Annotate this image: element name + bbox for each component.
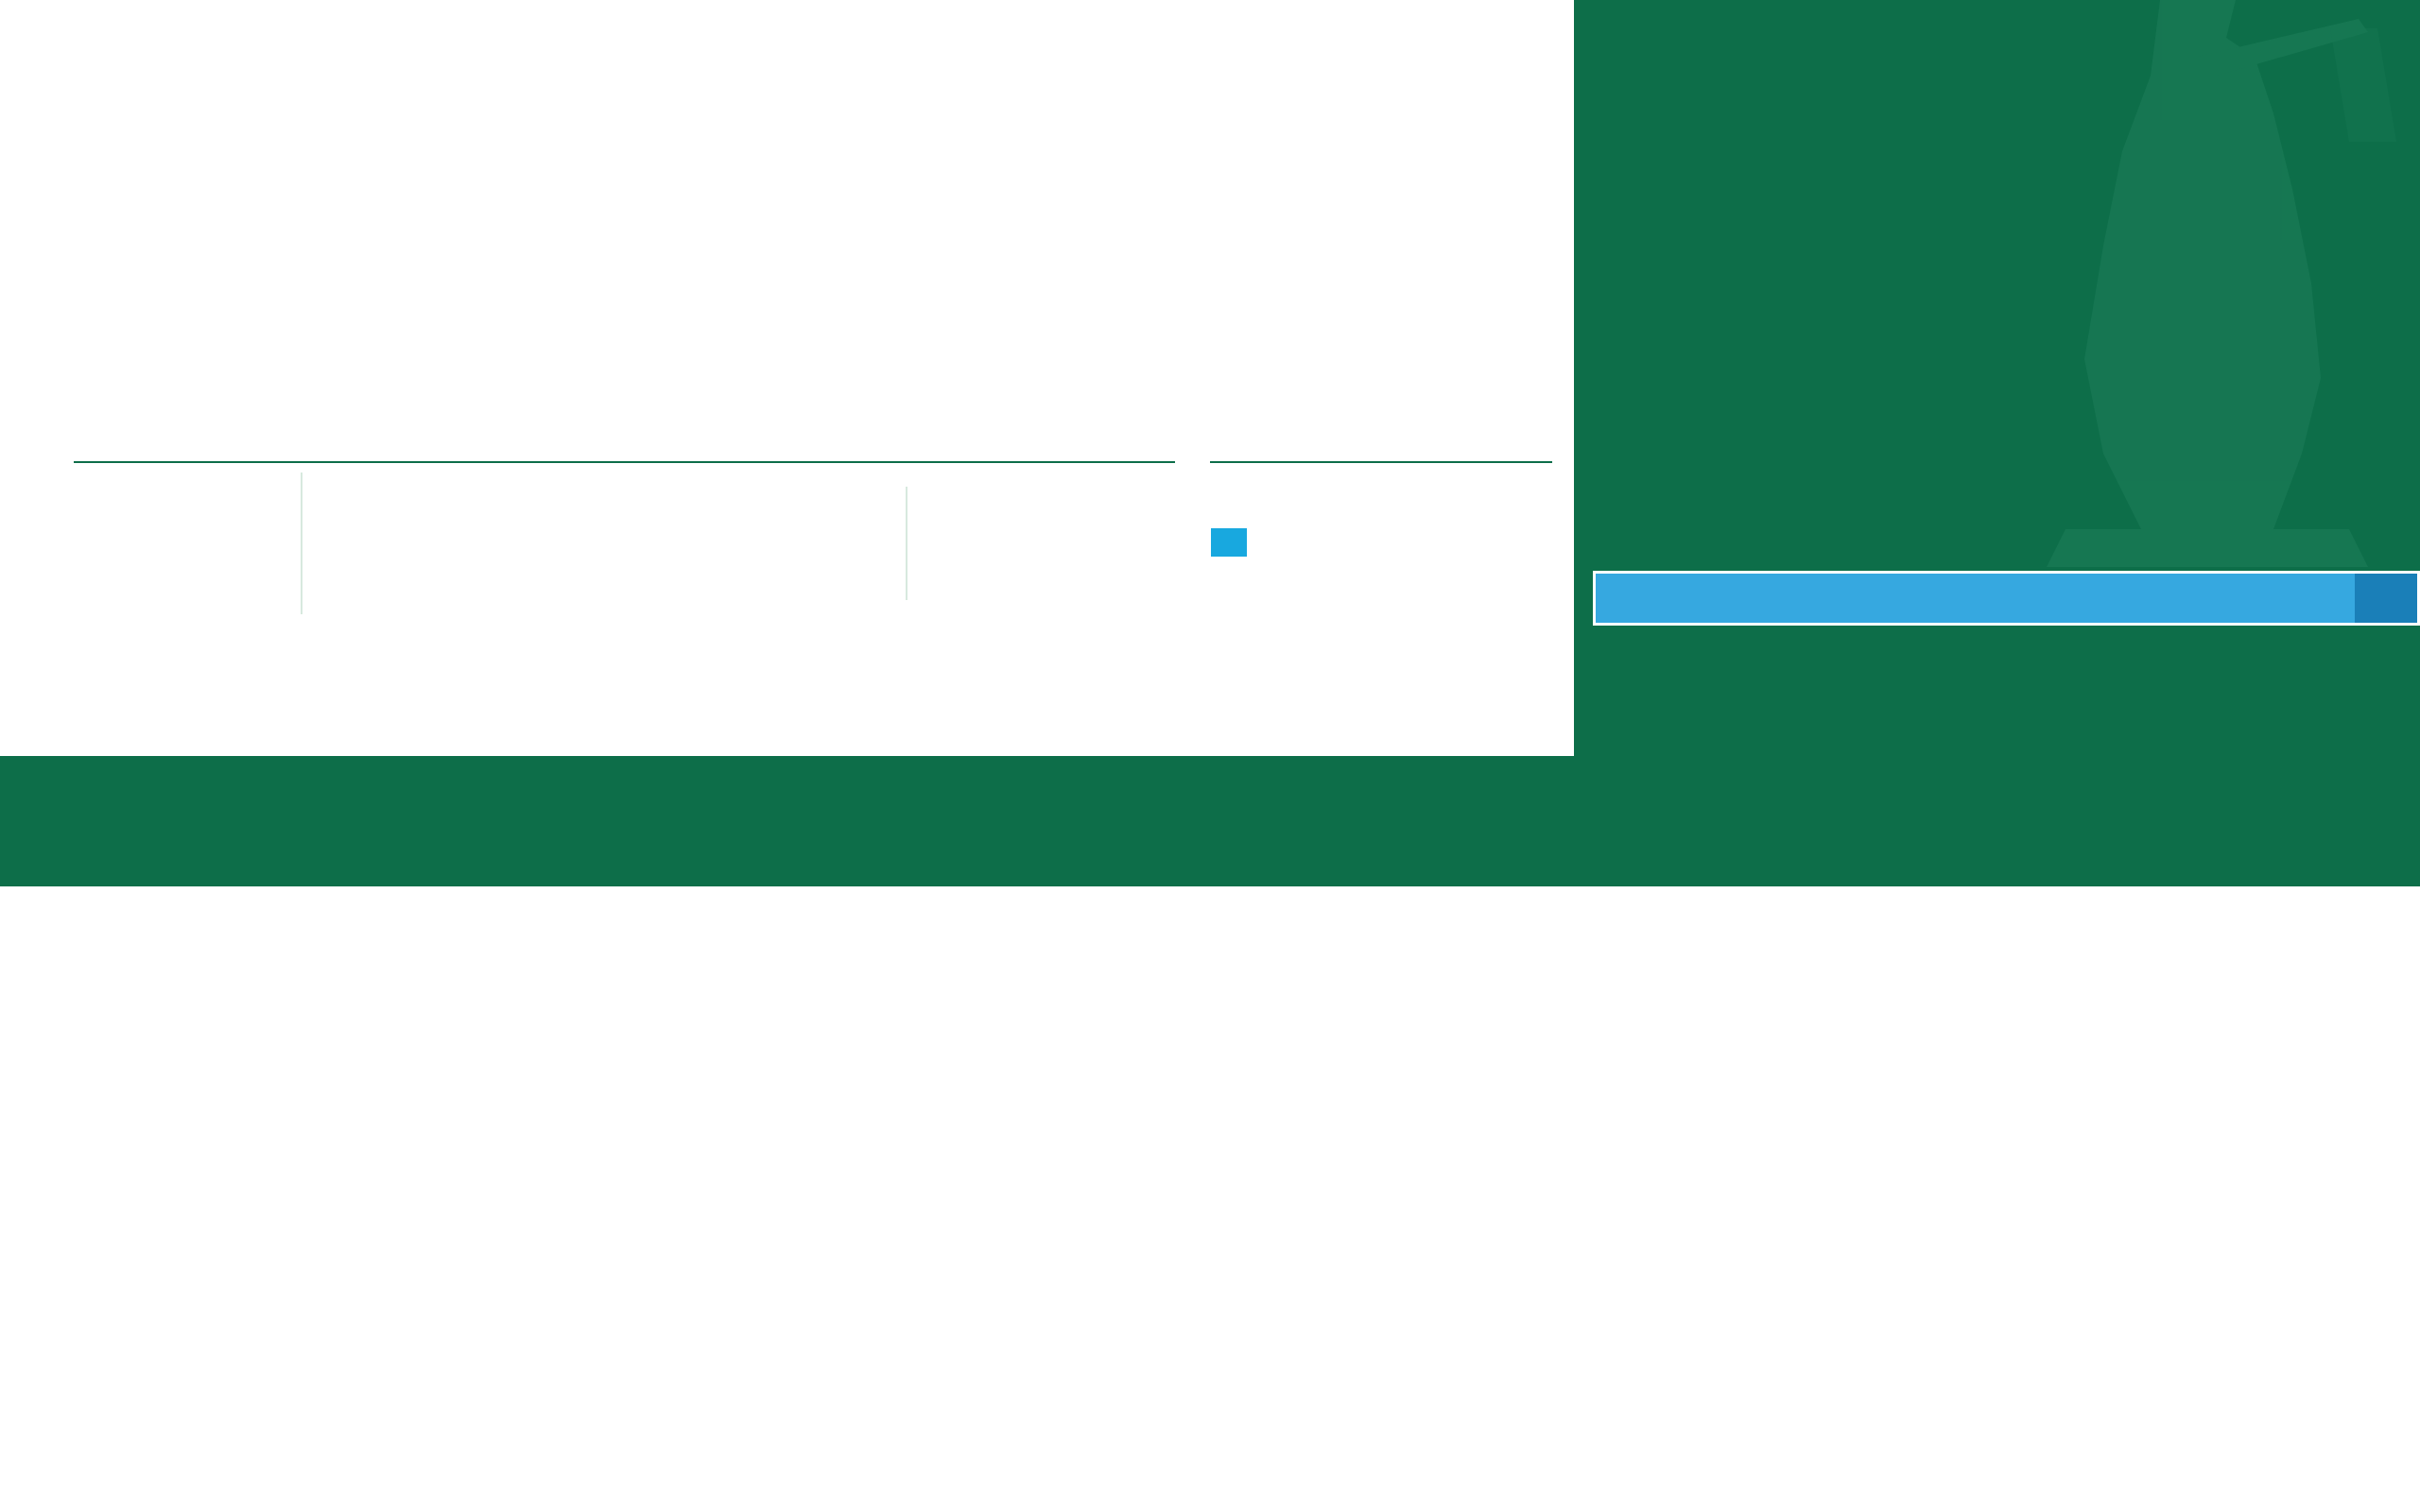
total-credits-bar bbox=[1593, 571, 2359, 626]
justice-statue-watermark bbox=[1574, 0, 2420, 756]
legend-pr-badge bbox=[1211, 528, 1247, 557]
section-banner bbox=[0, 756, 2420, 886]
emphasis-panel bbox=[1574, 0, 2420, 756]
total-credits-value bbox=[2355, 571, 2420, 626]
upper-curriculum-table bbox=[0, 0, 1574, 472]
